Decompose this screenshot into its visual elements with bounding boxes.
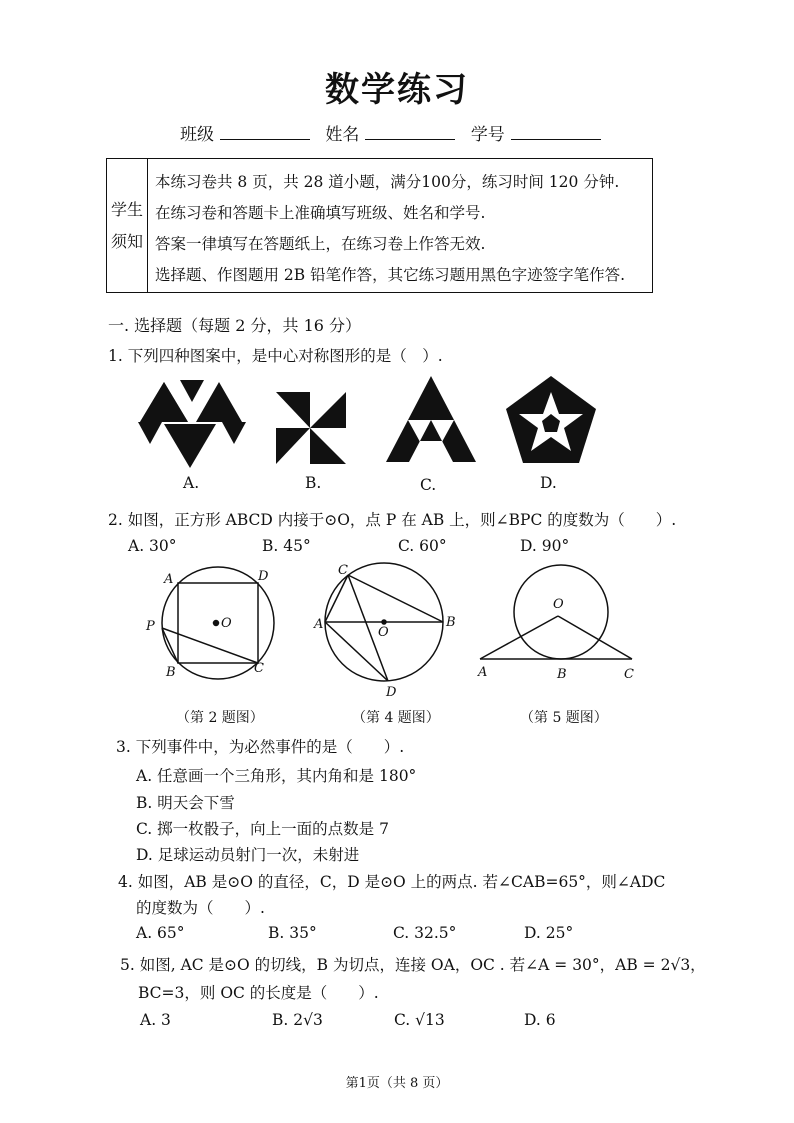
q2-option-a[interactable]: A. 30° xyxy=(128,537,177,555)
notice-line: 选择题、作图题用 2B 铅笔作答，其它练习题用黑色字迹签字笔作答. xyxy=(155,266,626,284)
fig5-label: O xyxy=(553,597,564,612)
q2-option-d[interactable]: D. 90° xyxy=(520,537,570,555)
fig5-label: A xyxy=(478,665,488,680)
q4-stem-line2: 的度数为（ ）. xyxy=(136,899,265,917)
id-label: 学号 xyxy=(470,125,505,145)
id-blank[interactable] xyxy=(511,125,601,140)
q4-option-c[interactable]: C. 32.5° xyxy=(393,924,457,942)
page-title: 数学练习 xyxy=(325,70,469,110)
notice-line: 答案一律填写在答题纸上，在练习卷上作答无效. xyxy=(155,235,486,253)
q1-option-d[interactable]: D. xyxy=(540,474,557,492)
q2-stem: 2. 如图，正方形 ABCD 内接于⊙O，点 P 在 AB 上，则∠BPC 的度数为（ ）. xyxy=(108,511,677,529)
class-blank[interactable] xyxy=(220,125,310,140)
name-label: 姓名 xyxy=(325,125,360,145)
q1-figure-c xyxy=(386,376,476,462)
q1-figures xyxy=(130,372,670,472)
q4-option-a[interactable]: A. 65° xyxy=(136,924,185,942)
q1-option-a[interactable]: A. xyxy=(183,474,200,492)
fig5-diagram xyxy=(480,565,632,659)
fig4-label: O xyxy=(378,625,389,640)
q1-figure-a xyxy=(138,380,246,468)
fig2-caption: （第 2 题图） xyxy=(176,710,264,726)
fig4-label: B xyxy=(446,615,456,630)
student-info-line xyxy=(180,120,611,145)
q1-figure-d xyxy=(506,376,596,463)
notice-label xyxy=(107,159,148,292)
name-blank[interactable] xyxy=(365,125,455,140)
fig2-label: P xyxy=(146,619,155,634)
fig5-caption: （第 5 题图） xyxy=(520,710,608,726)
q5-option-d[interactable]: D. 6 xyxy=(524,1011,556,1029)
q4-option-b[interactable]: B. 35° xyxy=(268,924,317,942)
q4-stem-line1: 4. 如图，AB 是⊙O 的直径，C，D 是⊙O 上的两点. 若∠CAB=65°，则∠ADC xyxy=(118,873,666,891)
q3-option-d[interactable]: D. 足球运动员射门一次，未射进 xyxy=(136,846,360,864)
q1-figure-b xyxy=(276,392,346,464)
fig2-label: O xyxy=(221,616,232,631)
fig4-label: A xyxy=(314,617,324,632)
fig2-label: A xyxy=(164,572,174,587)
q5-stem-line2: BC=3，则 OC 的长度是（ ）. xyxy=(138,984,379,1002)
fig4-caption: （第 4 题图） xyxy=(352,710,440,726)
notice-label-line1: 学生 xyxy=(110,199,143,219)
q5-option-a[interactable]: A. 3 xyxy=(140,1011,171,1029)
q3-option-b[interactable]: B. 明天会下雪 xyxy=(136,794,235,812)
section-heading: 一. 选择题（每题 2 分，共 16 分） xyxy=(108,316,362,335)
class-label: 班级 xyxy=(180,125,214,145)
q4-option-d[interactable]: D. 25° xyxy=(524,924,574,942)
fig4-diagram xyxy=(325,563,443,681)
q2-option-c[interactable]: C. 60° xyxy=(398,537,447,555)
q1-option-c[interactable]: C. xyxy=(420,476,437,494)
q5-option-b[interactable]: B. 2√3 xyxy=(272,1011,323,1029)
notice-line: 在练习卷和答题卡上准确填写班级、姓名和学号. xyxy=(155,204,486,222)
fig2-label: D xyxy=(258,569,269,584)
notice-line: 本练习卷共 8 页，共 28 道小题，满分100分，练习时间 120 分钟. xyxy=(155,173,620,191)
fig5-label: B xyxy=(557,667,567,682)
page-number: 第1页（共 8 页） xyxy=(345,1076,449,1091)
q1-option-b[interactable]: B. xyxy=(305,474,322,492)
fig4-label: C xyxy=(338,563,348,578)
fig5-label: C xyxy=(624,667,634,682)
notice-label-line2: 须知 xyxy=(110,231,143,251)
q3-stem: 3. 下列事件中，为必然事件的是（ ）. xyxy=(116,738,405,756)
q2-option-b[interactable]: B. 45° xyxy=(262,537,311,555)
q5-option-c[interactable]: C. √13 xyxy=(394,1011,445,1029)
q3-option-c[interactable]: C. 掷一枚骰子，向上一面的点数是 7 xyxy=(136,820,389,838)
fig4-label: D xyxy=(386,685,397,700)
figures-row xyxy=(140,562,660,702)
fig2-label: B xyxy=(166,665,176,680)
notice-box xyxy=(106,158,653,293)
q3-option-a[interactable]: A. 任意画一个三角形，其内角和是 180° xyxy=(136,767,417,785)
q5-stem-line1: 5. 如图, AC 是⊙O 的切线，B 为切点，连接 OA，OC . 若∠A = 30°，AB = 2√3， xyxy=(120,956,706,974)
fig2-label: C xyxy=(254,661,264,676)
q1-stem: 1. 下列四种图案中，是中心对称图形的是（ ）. xyxy=(108,347,443,365)
notice-lines xyxy=(155,167,625,291)
